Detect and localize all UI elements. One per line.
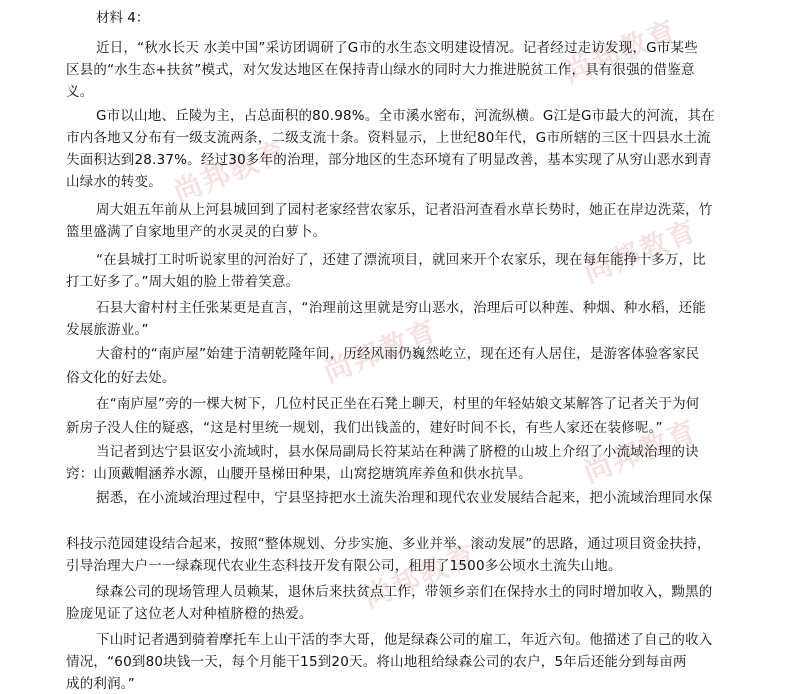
text-line: 篮里盛满了自家地里产的水灵灵的白萝卜。 [66,224,327,240]
text-line: “在县城打工时听说家里的河治好了，还建了漂流项目，就回来开个农家乐，现在每年能挣十多万，比 [96,252,706,268]
text-line: 引导治理大户一一绿森现代农业生态科技开发有限公司，租用了1500多公顷水土流失山地。 [66,558,622,574]
text-line: 情况，“60到80块钱一天，每个月能干15到20天。将山地租给绿森公司的农户，5年后还能分到每亩两 [66,654,687,670]
text-line: 石县大畲村村主任张某更是直言，“治理前这里就是穷山恶水，治理后可以种莲、种烟、种水稻，还能 [96,300,706,316]
text-line: G市以山地、丘陵为主，占总面积的80.98%。全市溪水密布，河流纵横。G江是G市最大的河流，其在 [96,108,715,124]
text-line: 下山时记者遇到骑着摩托车上山干活的李大哥，他是绿森公司的雇工，年近六旬。他描述了自己的收入 [96,632,713,648]
text-line: 区县的“水生态+扶贫”模式，对欠发达地区在保持青山绿水的同时大力推进脱贫工作，具有很强的借鉴意 [66,62,695,78]
text-line: 发展旅游业。” [66,322,149,338]
text-line: 大畲村的“南庐屋”始建于清朝乾隆年间，历经风雨仍巍然屹立，现在还有人居住，是游客体验客家民 [96,346,700,362]
material-heading: 材料 4： [96,10,150,26]
text-line: 科技示范园建设结合起来，按照“整体规划、分步实施、多业并举、滚动发展”的思路，通过项目资金扶持， [66,536,711,552]
text-line: 山绿水的转变。 [66,174,162,190]
text-line: 成的利润。” [66,676,135,692]
watermark: 尚邦教育 [578,213,703,290]
text-line: 打工好多了。”周大姐的脸上带着笑意。 [66,274,300,290]
text-line: 当记者到达宁县讴安小流域时，县水保局副局长符某站在种满了脐橙的山坡上介绍了小流域治理的诀 [96,444,699,460]
watermark: 尚邦教育 [558,13,683,90]
text-line: 新房子没人住的疑惑，“这是村里统一规划，我们出钱盖的，建好时间不长，有些人家还在装修呢。” [66,420,663,436]
watermark: 尚邦教育 [168,133,293,210]
text-line: 绿森公司的现场管理人员赖某，退休后来扶贫点工作，带领乡亲们在保持水土的同时增加收入，黝黑的 [96,584,713,600]
text-line: 周大姐五年前从上河县城回到了园村老家经营农家乐，记者沿河查看水草长势时，她正在岸边洗菜，竹 [96,202,713,218]
text-line: 义。 [66,84,94,100]
watermark: 尚邦教育 [578,413,703,490]
text-line: 窍：山顶戴帽涵养水源，山腰开垦梯田种果，山窝挖塘筑库养鱼和供水抗旱。 [66,466,532,482]
text-line: 俗文化的好去处。 [66,370,176,386]
text-line: 据悉，在小流域治理过程中，宁县坚持把水土流失治理和现代农业发展结合起来，把小流域治理同水保 [96,490,713,506]
text-line: 在“南庐屋”旁的一棵大树下，几位村民正坐在石凳上聊天，村里的年轻姑娘文某解答了记者关于为何 [96,396,700,412]
text-line: 市内各地又分布有一级支流两条，二级支流十条。资料显示，上世纪80年代，G市所辖的三区十四县水土流 [66,130,711,146]
watermark: 尚邦教育 [358,538,483,615]
watermark: 尚邦教育 [318,313,443,390]
text-line: 失面积达到28.37%。经过30多年的治理，部分地区的生态环境有了明显改善，基本实现了从穷山恶水到青 [66,152,712,168]
text-line: 近日，“秋水长天 水美中国”采访团调研了G市的水生态文明建设情况。记者经过走访发现，G市某些 [96,40,698,56]
text-line: 脸庞见证了这位老人对种植脐橙的热爱。 [66,606,313,622]
